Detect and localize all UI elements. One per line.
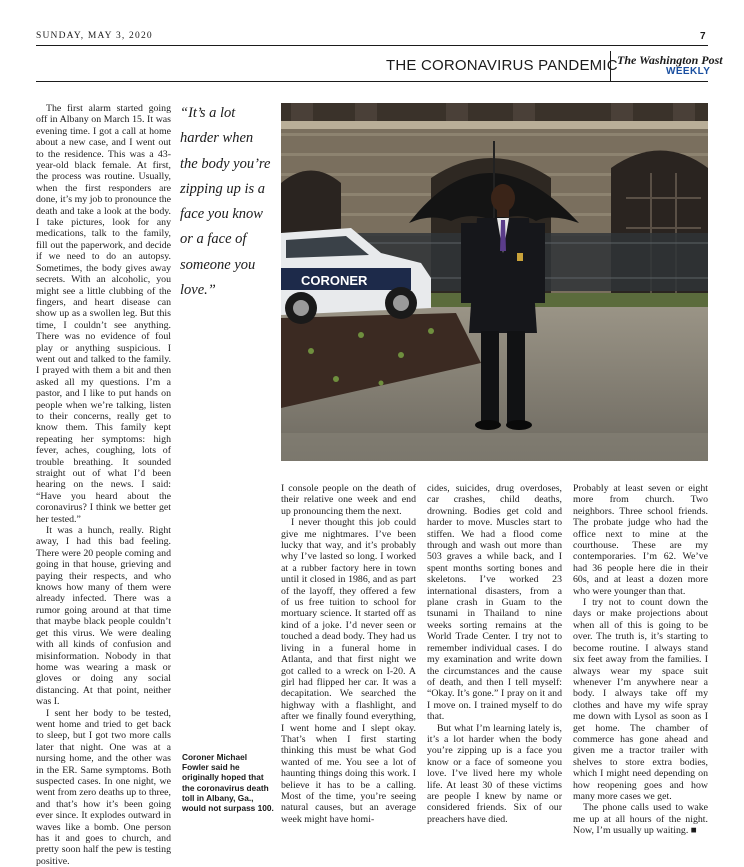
header-rule (36, 45, 708, 46)
coroner-photo (281, 103, 708, 461)
dateline: SUNDAY, MAY 3, 2020 (36, 31, 153, 41)
article-column-4 (573, 483, 708, 837)
brand-edition: WEEKLY (666, 66, 711, 77)
masthead-rule (36, 81, 708, 82)
article-paragraph: But what I’m learning lately is, it’s a lot harder when the body you’re zipping up is a face you know or a face of someone you love. I’ve lived here my whole life. At least 30 of these victims are people I knew by name or considered friends. Six of our preachers have died. (427, 722, 562, 825)
photo-caption: Coroner Michael Fowler said he originally hoped that the coronavirus death toll in Albany, Ga., would not surpass 100. (182, 752, 274, 814)
article-paragraph: I try not to count down the days or make projections about when all of this is going to be over. The truth is, it’s starting to become routine. I always stand six feet away from the families. I always wear my space suit whenever I’m anywhere near a body. I always take off my clothes and have my wife spray me down with Lysol as soon as I get home. The chamber of commerce has gone ahead and given me a tractor trailer with shelves to store extra bodies, which I might need depending on how reopening goes and how many more cases we get. (573, 597, 708, 802)
article-paragraph: I console people on the death of their relative one week and end up pronouncing them the next. (281, 483, 416, 517)
vehicle-lettering: CORONER (301, 273, 368, 288)
article-paragraph: I sent her body to be tested, went home and tried to get back to sleep, but I got two more calls later that night. One was at a nursing home, and the other was in the ER. Same symptoms. Both suspected cases. In one night, we went from zero deaths up to three, and that’s how it’s been going ever since. It explodes outward in waves like a bomb. One person has it and goes to church, and pretty soon half the pew is testing positive. (36, 707, 171, 867)
header-divider (610, 51, 611, 81)
pull-quote: “It’s a lot harder when the body you’re zipping up is a face you know or a face of someone you love.” (180, 105, 271, 299)
brand-logo: The Washington Post (617, 53, 723, 67)
article-paragraph: It was a hunch, really. Right away, I had this bad feeling. There were 20 people coming and going in that house, grieving and paying their respects, and who knows how many of them were already infected. There was a rumor going around at that time that maybe black people couldn’t get this virus. We were dealing with all kinds of confusion and misinformation. Nobody in that home was wearing a mask or gloves or doing any social distancing. At that point, neither was I. (36, 525, 171, 708)
article-paragraph: Probably at least seven or eight more from church. Two neighbors. Three school friends. The probate judge who had the office next to mine at the courthouse. These are my contemporaries. I’m 62. We’ve had 36 people here die in their 60s, and at least a dozen more who were younger than that. (573, 483, 708, 597)
article-paragraph: The first alarm started going off in Albany on March 15. It was evening time. I got a call at home about a new case, and I went out to the residence. This was a 43-year-old black female. At first, the process was routine. Usually, when the first responders are done, it’s my job to pronounce the death and take a look at the body. I take pictures, look for any medications, talk to the family, fill out the paperwork, and decide if we need to do an autopsy. Sometimes, the body gives away secrets. With an alcoholic, you might see a little clubbing of the fingers, and heart disease can show up as a swollen leg. But this time, I couldn’t see anything. There was no evidence of foul play or anything suspicious. I went out and talked to the family. I prayed with them a bit and then asked all my questions. I’m a pastor, and I like to put hands on people when we’re talking, listen to their concerns, really get to know them. This family kept repeating her symptoms: high fever, aches, coughing, lots of trouble breathing. It sounded straight out of what I’d been hearing on the news. I said: “Have you heard about the coronavirus? I think we better get her tested.” (36, 103, 171, 525)
page-number: 7 (700, 31, 706, 42)
section-title: THE CORONAVIRUS PANDEMIC (386, 57, 618, 74)
article-column-1 (36, 103, 171, 867)
article-column-3 (427, 483, 562, 825)
article-paragraph: cides, suicides, drug overdoses, car crashes, child deaths, drowning. Bodies get cold and harder to move. Muscles start to stiffen. We had a flood come through and wash out more than 503 graves a while back, and I spent months sorting bones and skeletons. I’ve worked 23 international disasters, from a plane crash in Guam to the tsunami in Thailand to nine weeks sorting remains at the World Trade Center. I try not to remember individual cases. I do my examination and write down the circumstances and the cause of death, and then I tell myself: “Okay. It’s gone.” I pray on it and I move on. I trained myself to do that. (427, 483, 562, 723)
article-paragraph: I never thought this job could give me nightmares. I’ve been lucky that way, and it’s probably why I’ve lasted so long. I worked at a rubber factory here in town until it closed in 1986, and as part of the layoff, they offered a few of us free tuition to school for mortuary science. It started off as kind of a joke. I’d never seen or touched a dead body. They had us living in a funeral home in Atlanta, and that first night we got called to a wreck on I-20. A girl had flipped her car. It was a decapitation. We searched the highway with a flashlight, and after we finally found everything, I went home and I slept okay. That’s when I first starting thinking this must be what God wanted of me. You see a lot of haunting things doing this work. I believe it has to be a calling. Most of the time, you’re seeing natural causes, but an average week might have homi- (281, 517, 416, 825)
article-column-2 (281, 483, 416, 825)
article-paragraph: The phone calls used to wake me up at all hours of the night. Now, I’m usually up waiting. ■ (573, 802, 708, 837)
